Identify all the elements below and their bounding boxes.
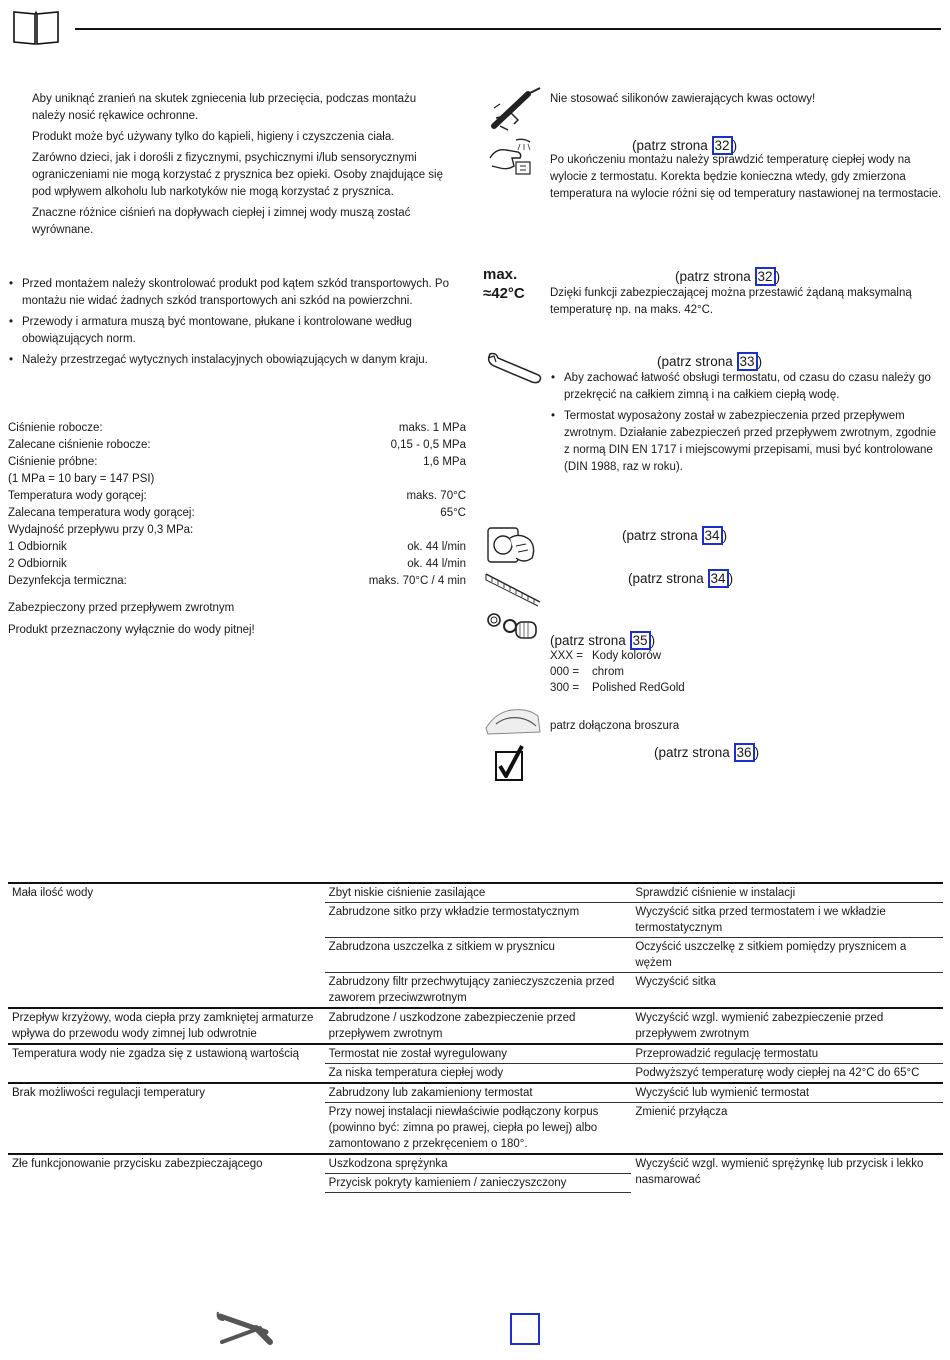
color-code-row <box>550 680 850 696</box>
ref-prefix: (patrz strona <box>622 528 702 543</box>
cleaning-note: patrz dołączona broszura <box>550 720 680 732</box>
spare-parts-icon <box>484 608 542 648</box>
spec-row <box>8 573 466 590</box>
ruler-scale-icon <box>484 568 542 608</box>
page-link[interactable]: 34 <box>702 526 723 545</box>
cause-cell: Zabrudzona uszczelka z sitkiem w prysznicu <box>325 938 632 973</box>
ref-suffix: ) <box>754 745 760 760</box>
spec-row <box>8 437 466 454</box>
safety-paragraph: Zarówno dzieci, jak i dorośli z fizycznymi, psychicznymi i/lub sensorycznymi ograniczeniami nie mogą korzystać z prysznica bez opieki. Osoby znajdujące się pod wpływem alkoholu lub narkotyków nie mogą korzystać z prysznica. <box>32 152 444 198</box>
color-code: 300 = <box>550 682 580 694</box>
spec-label: Zalecana temperatura wody gorącej: <box>8 507 195 519</box>
color-name: chrom <box>592 666 624 678</box>
spec-label: Zalecane ciśnienie robocze: <box>8 439 151 451</box>
maintenance-bullets <box>550 370 942 476</box>
ref-suffix: ) <box>757 354 763 369</box>
page-link[interactable]: 32 <box>755 267 776 286</box>
calibration-text: Po ukończeniu montażu należy sprawdzić temperaturę ciepłej wody na wylocie z termostatu. Korekta będzie konieczna wtedy, gdy zmierzona temperatura na wylocie różni się od temperatury nastawionej na termostacie. <box>550 154 942 200</box>
safety-section <box>32 91 452 239</box>
page-link[interactable]: 35 <box>630 631 651 650</box>
spec-row <box>8 454 466 471</box>
spec-label: Ciśnienie robocze: <box>8 422 103 434</box>
problem-cell: Złe funkcjonowanie przycisku zabezpieczającego <box>8 1154 325 1193</box>
page-link[interactable]: 32 <box>712 136 733 155</box>
page-reference <box>657 352 762 371</box>
table-row <box>8 1154 943 1174</box>
safety-paragraph: Znaczne różnice ciśnień na dopływach ciepłej i zimnej wody muszą zostać wyrównane. <box>32 207 411 236</box>
problem-cell: Brak możliwości regulacji temperatury <box>8 1083 325 1154</box>
cause-cell: Zbyt niskie ciśnienie zasilające <box>325 883 632 903</box>
checkmark-box-icon <box>494 744 528 782</box>
table-row <box>8 883 943 903</box>
ref-prefix: (patrz strona <box>657 354 737 369</box>
page-number-box <box>510 1313 540 1345</box>
color-code-row <box>550 664 850 680</box>
spec-row <box>8 471 466 488</box>
spec-value: ok. 44 l/min <box>407 558 466 570</box>
cause-cell: Zabrudzone sitko przy wkładzie termostatycznym <box>325 903 632 938</box>
page-reference <box>654 743 759 762</box>
ref-suffix: ) <box>732 138 738 153</box>
color-code: 000 = <box>550 666 580 678</box>
page-link[interactable]: 36 <box>734 743 755 762</box>
table-row <box>8 1083 943 1103</box>
ref-suffix: ) <box>775 269 781 284</box>
install-bullet <box>8 276 466 310</box>
spec-value: maks. 70°C <box>406 490 466 502</box>
spec-value: maks. 70°C / 4 min <box>368 575 466 587</box>
page-reference <box>622 526 727 545</box>
cause-cell: Uszkodzona sprężynka <box>325 1154 632 1174</box>
cause-cell: Przy nowej instalacji niewłaściwie podłączony korpus (powinno być: zimna po prawej, ciepła po lewej) albo zamontowano z przekręceniem o 180°. <box>325 1103 632 1155</box>
ref-prefix: (patrz strona <box>654 745 734 760</box>
spec-label: Temperatura wody gorącej: <box>8 490 147 502</box>
maintenance-bullet <box>550 370 942 404</box>
ref-suffix: ) <box>728 571 734 586</box>
maintenance-bullet-text: Aby zachować łatwość obsługi termostatu, od czasu do czasu należy go przekręcić na całkiem zimną i na całkiem ciepłą wodę. <box>564 372 931 401</box>
spec-label: Dezynfekcja termiczna: <box>8 575 127 587</box>
remedy-cell: Przeprowadzić regulację termostatu <box>631 1044 943 1064</box>
bullet-dot: • <box>551 372 556 384</box>
remedy-cell: Wyczyścić sitka przed termostatem i we wkładzie termostatycznym <box>631 903 943 938</box>
spec-row <box>8 522 466 539</box>
ref-prefix: (patrz strona <box>632 138 712 153</box>
header-rule <box>75 28 941 30</box>
ref-prefix: (patrz strona <box>675 269 755 284</box>
spec-value: maks. 1 MPa <box>398 422 466 434</box>
wrench-icon <box>484 348 546 388</box>
spec-row <box>8 488 466 505</box>
ref-prefix: (patrz strona <box>550 633 630 648</box>
max-label: max. <box>483 266 518 283</box>
color-codes <box>550 648 850 696</box>
cause-cell: Zabrudzone / uszkodzone zabezpieczenie przed przepływem zwrotnym <box>325 1008 632 1044</box>
problem-cell: Mała ilość wody <box>8 883 325 1008</box>
cause-cell: Termostat nie został wyregulowany <box>325 1044 632 1064</box>
cause-cell: Przycisk pokryty kamieniem / zanieczyszczony <box>325 1174 632 1193</box>
color-name: Polished RedGold <box>592 682 685 694</box>
spec-note: Produkt przeznaczony wyłącznie do wody pitnej! <box>8 624 255 636</box>
bullet-dot: • <box>9 316 14 328</box>
bullet-dot: • <box>9 278 14 290</box>
install-bullet-text: Przed montażem należy skontrolować produkt pod kątem szkód transportowych. Po montażu nie widać żadnych szkód transportowych ani szkód na powierzchni. <box>22 278 449 307</box>
maintenance-bullet <box>550 408 942 476</box>
page-reference <box>675 267 780 286</box>
temperature-limit-text: Dzięki funkcji zabezpieczającej można przestawić żądaną maksymalną temperaturę np. na maks. 42°C. <box>550 287 912 316</box>
bullet-dot: • <box>9 354 14 366</box>
problem-cell: Temperatura wody nie zgadza się z ustawioną wartością <box>8 1044 325 1083</box>
remedy-cell: Sprawdzić ciśnienie w instalacji <box>631 883 943 903</box>
spec-label: 1 Odbiornik <box>8 541 67 553</box>
problem-cell: Przepływ krzyżowy, woda ciepła przy zamkniętej armaturze wpływa do przewodu wody zimnej lub odwrotnie <box>8 1008 325 1044</box>
cause-cell: Zabrudzony filtr przechwytujący zanieczyszczenia przed zaworem przeciwzwrotnym <box>325 973 632 1009</box>
remedy-cell: Oczyścić uszczelkę z sitkiem pomiędzy prysznicem a wężem <box>631 938 943 973</box>
page-link[interactable]: 34 <box>708 569 729 588</box>
troubleshooting-table <box>8 882 943 1193</box>
page-reference <box>628 569 733 588</box>
bullet-dot: • <box>551 410 556 422</box>
silicone-gun-icon <box>488 86 546 132</box>
safety-paragraph: Produkt może być używany tylko do kąpieli, higieny i czyszczenia ciała. <box>32 131 395 143</box>
ref-suffix: ) <box>722 528 728 543</box>
hand-adjusting-thermostat-icon <box>486 522 538 568</box>
safety-paragraph: Aby uniknąć zranień na skutek zgniecenia lub przecięcia, podczas montażu należy nosić rękawice ochronne. <box>32 93 417 122</box>
spec-row <box>8 505 466 522</box>
spec-row <box>8 556 466 573</box>
install-section <box>8 276 466 369</box>
spec-label: Wydajność przepływu przy 0,3 MPa: <box>8 524 194 536</box>
ref-suffix: ) <box>650 633 656 648</box>
spec-value: 0,15 - 0,5 MPa <box>390 439 466 451</box>
maintenance-bullet-text: Termostat wyposażony został w zabezpieczenia przed przepływem zwrotnym. Działanie zabezpieczeń przed przepływem zwrotnym, zgodnie z normą DIN EN 1717 i miejscowymi przepisami, musi być kontrolowane (DIN 1988, raz w roku). <box>564 410 936 473</box>
tools-icon <box>216 1308 274 1348</box>
silicone-warning: Nie stosować silikonów zawierających kwas octowy! <box>550 93 816 105</box>
table-row <box>8 1008 943 1044</box>
spec-label: Ciśnienie próbne: <box>8 456 98 468</box>
remedy-cell: Wyczyścić wzgl. wymienić zabezpieczenie przed przepływem zwrotnym <box>631 1008 943 1044</box>
spec-value: ok. 44 l/min <box>407 541 466 553</box>
install-bullet <box>8 352 466 369</box>
hand-thermometer-icon <box>486 136 546 180</box>
spec-label: 2 Odbiornik <box>8 558 67 570</box>
cause-cell: Zabrudzony lub zakamieniony termostat <box>325 1083 632 1103</box>
remedy-cell: Wyczyścić sitka <box>631 973 943 1009</box>
remedy-cell: Wyczyścić lub wymienić termostat <box>631 1083 943 1103</box>
remedy-cell: Wyczyścić wzgl. wymienić sprężynkę lub przycisk i lekko nasmarować <box>631 1154 943 1193</box>
ref-prefix: (patrz strona <box>628 571 708 586</box>
spec-value: 1,6 MPa <box>423 456 466 468</box>
color-code-row <box>550 648 850 664</box>
color-name: Kody kolorów <box>592 650 662 662</box>
cleaning-cloth-icon <box>482 702 544 736</box>
install-bullet-text: Przewody i armatura muszą być montowane, płukane i kontrolowane według obowiązujących norm. <box>22 316 412 345</box>
color-code: XXX = <box>550 650 583 662</box>
remedy-cell: Zmienić przyłącza <box>631 1103 943 1155</box>
cause-cell: Za niska temperatura ciepłej wody <box>325 1064 632 1084</box>
spec-value: 65°C <box>440 507 466 519</box>
install-bullet-text: Należy przestrzegać wytycznych instalacyjnych obowiązujących w danym kraju. <box>22 354 428 366</box>
spec-note: Zabezpieczony przed przepływem zwrotnym <box>8 602 235 614</box>
install-bullet <box>8 314 466 348</box>
table-row <box>8 1044 943 1064</box>
remedy-cell: Podwyższyć temperaturę wody ciepłej na 42°C do 65°C <box>631 1064 943 1084</box>
spec-label: (1 MPa = 10 bary = 147 PSI) <box>8 473 155 485</box>
spec-row <box>8 420 466 437</box>
spec-row <box>8 539 466 556</box>
max-temp-label: ≈42°C <box>483 285 525 302</box>
manual-book-icon <box>12 8 60 46</box>
page-link[interactable]: 33 <box>737 352 758 371</box>
